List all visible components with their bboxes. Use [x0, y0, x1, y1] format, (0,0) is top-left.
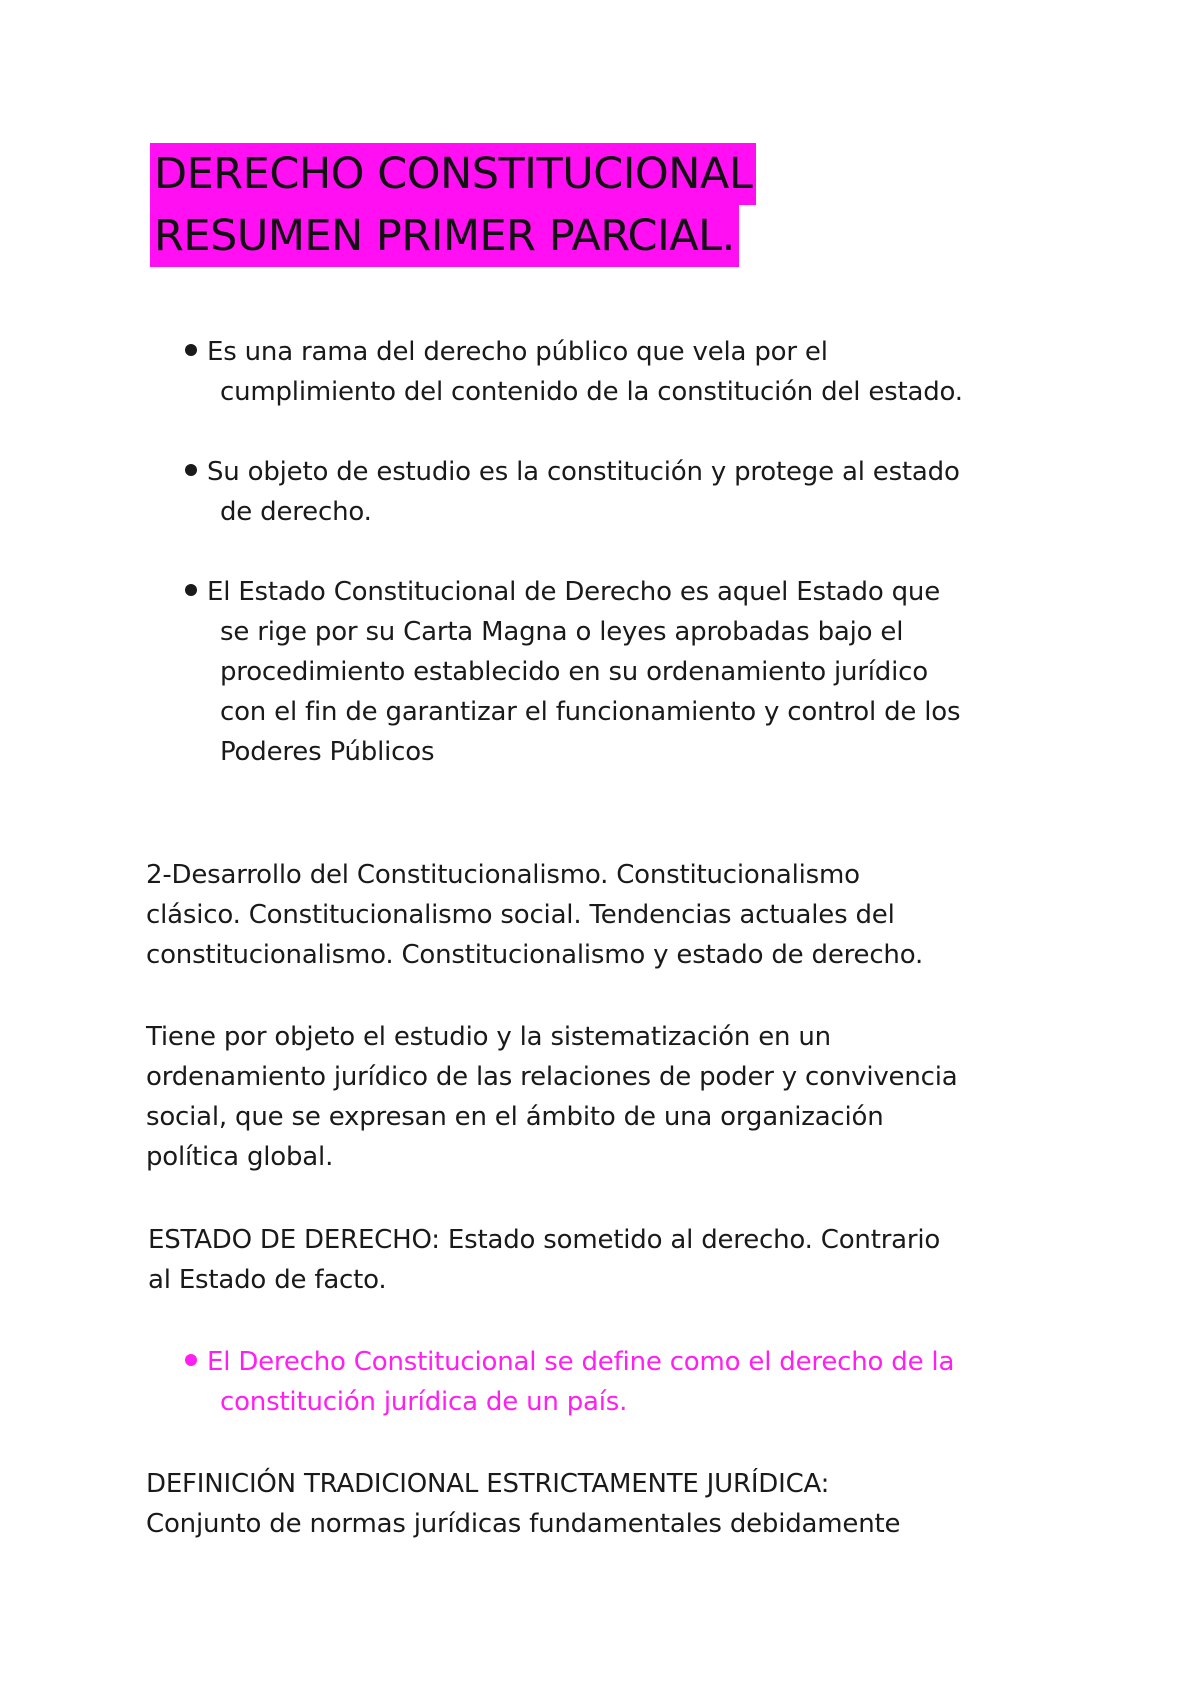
title-line-2: RESUMEN PRIMER PARCIAL.: [150, 205, 739, 267]
paragraph-line: política global.: [146, 1142, 334, 1172]
bullet-item: [185, 332, 1065, 412]
bullet-text: cumplimiento del contenido de la constitución del estado.: [220, 377, 963, 407]
bullet-item: [185, 572, 1065, 772]
bullet-text: Es una rama del derecho público que vela por el: [207, 337, 828, 367]
bullet-item: [185, 452, 1065, 532]
paragraph-line: constitucionalismo. Constitucionalismo y estado de derecho.: [146, 940, 924, 970]
object-paragraph: [146, 1017, 1076, 1177]
bullet-dot-icon: [185, 1354, 197, 1366]
paragraph-line: 2-Desarrollo del Constitucionalismo. Constitucionalismo: [146, 860, 860, 890]
paragraph-line: Conjunto de normas jurídicas fundamentales debidamente: [146, 1509, 901, 1539]
bullet-dot-icon: [185, 464, 197, 476]
title-line-1: DERECHO CONSTITUCIONAL: [150, 143, 756, 205]
document-title: [150, 143, 756, 267]
definition-paragraph: [146, 1464, 1076, 1544]
highlight-bullet-item: [185, 1342, 1065, 1422]
bullet-text: de derecho.: [220, 497, 372, 527]
bullet-text: Poderes Públicos: [220, 737, 435, 767]
paragraph-line: ordenamiento jurídico de las relaciones de poder y convivencia: [146, 1062, 958, 1092]
bullet-text: constitución jurídica de un país.: [220, 1387, 628, 1417]
bullet-text: procedimiento establecido en su ordenamiento jurídico: [220, 657, 928, 687]
bullet-dot-icon: [185, 344, 197, 356]
paragraph-line: al Estado de facto.: [148, 1265, 387, 1295]
paragraph-line: ESTADO DE DERECHO: Estado sometido al derecho. Contrario: [148, 1225, 941, 1255]
bullet-text: con el fin de garantizar el funcionamiento y control de los: [220, 697, 961, 727]
bullet-dot-icon: [185, 584, 197, 596]
paragraph-line: Tiene por objeto el estudio y la sistematización en un: [146, 1022, 831, 1052]
bullet-text: El Derecho Constitucional se define como el derecho de la: [207, 1347, 955, 1377]
paragraph-line: clásico. Constitucionalismo social. Tendencias actuales del: [146, 900, 895, 930]
section-2-heading: [146, 855, 1076, 975]
estado-de-derecho-paragraph: [148, 1220, 1078, 1300]
bullet-text: Su objeto de estudio es la constitución y protege al estado: [207, 457, 960, 487]
paragraph-line: DEFINICIÓN TRADICIONAL ESTRICTAMENTE JURÍDICA:: [146, 1469, 830, 1499]
bullet-text: se rige por su Carta Magna o leyes aprobadas bajo el: [220, 617, 904, 647]
bullet-text: El Estado Constitucional de Derecho es aquel Estado que: [207, 577, 940, 607]
paragraph-line: social, que se expresan en el ámbito de una organización: [146, 1102, 884, 1132]
